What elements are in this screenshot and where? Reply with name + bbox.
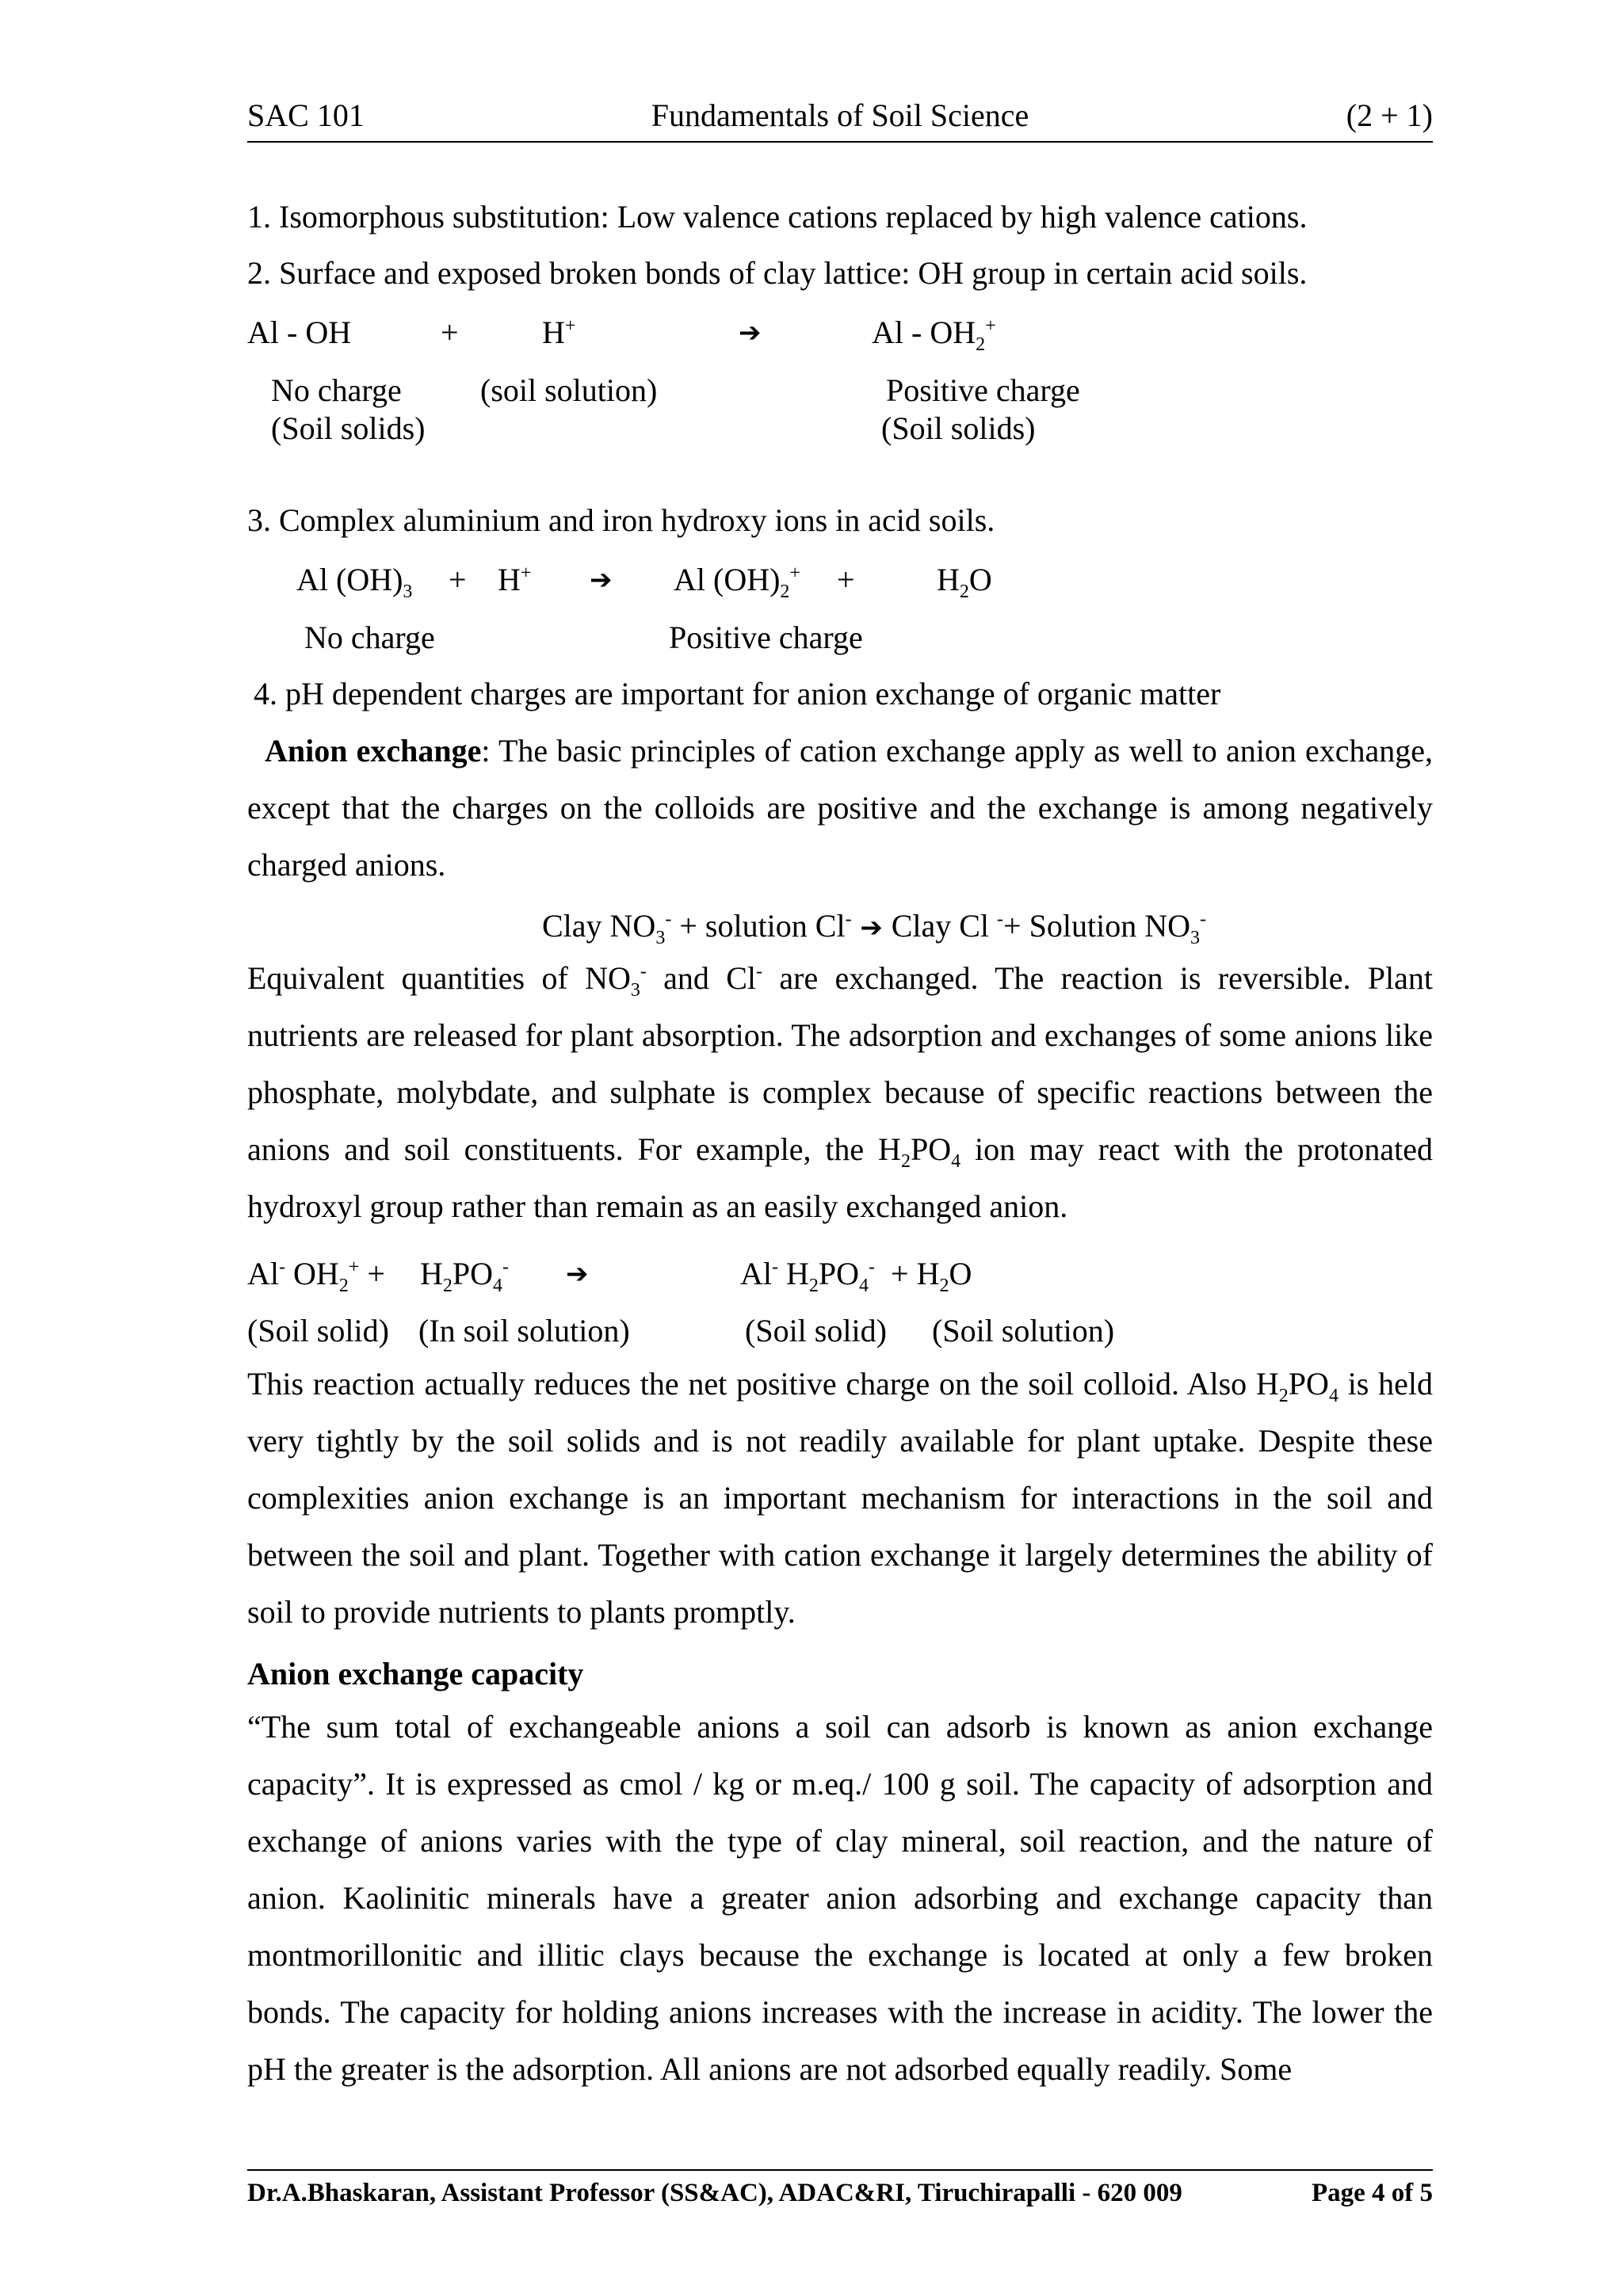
eq4-label-soil-solid-1: (Soil solid) — [247, 1313, 389, 1348]
eq2-plus-1: + — [449, 562, 467, 597]
footer-author: Dr.A.Bhaskaran, Assistant Professor (SS&AC), ADAC&RI, Tiruchirapalli - 620 009 — [247, 2179, 1182, 2207]
eq1-label-soil-solution: (soil solution) — [480, 372, 658, 408]
eq1-label-soil-solids-2: (Soil solids) — [881, 410, 1036, 446]
eq4-product: Al- $H_2PO_4^- + H_2O$ — [740, 1256, 972, 1296]
eq3-arrow-icon: ➔ — [851, 912, 892, 944]
eq2-plus-2: + — [837, 562, 855, 597]
eq4-label-soil-solid-2: (Soil solid) — [745, 1313, 887, 1348]
eq4-label-in-soil-solution: (In soil solution) — [418, 1313, 630, 1348]
anion-exchange-paragraph: Anion exchange: The basic principles of cation exchange apply as well to anion exchange, except that the charges on the colloids are positive and the exchange is among negatively charged anions. — [247, 733, 1434, 883]
aec-paragraph: “The sum total of exchangeable anions a soil can adsorb is known as anion exchange capacity”. It is expressed as cmol / kg or m.eq./ 100 g soil. The capacity of adsorption and exchange of anions varies with the type of clay mineral, soil reaction, and the nature of anion. Kaolinitic minerals have a greater anion adsorbing and exchange capacity than montmorillonitic and illitic clays because the exchange is located at only a few broken bonds. The capacity for holding anions increases with the increase in acidity. The lower the pH the greater is the adsorption. All anions are not adsorbed equally readily. Some — [247, 1709, 1433, 2087]
list-item-2: 2. Surface and exposed broken bonds of clay lattice: OH group in certain acid soils. — [247, 255, 1308, 291]
list-item-1: 1. Isomorphous substitution: Low valence cations replaced by high valence cations. — [247, 199, 1308, 235]
document-page — [247, 0, 1433, 2296]
eq4-arrow-icon: ➔ — [566, 1258, 589, 1290]
eq1-reactant1: Al - OH — [247, 315, 352, 350]
eq4-label-soil-solution: (Soil solution) — [932, 1313, 1115, 1348]
footer-page-number: Page 4 of 5 — [1311, 2179, 1433, 2207]
eq1-arrow-icon: ➔ — [739, 317, 762, 349]
eq1-label-no-charge: No charge — [271, 372, 402, 408]
eq2-reactant2: H+ — [498, 562, 532, 597]
eq4-reactant2: $H_2PO_4^-$ — [420, 1256, 510, 1296]
anion-exchange-heading: Anion exchange — [265, 733, 482, 769]
eq2-reactant1: Al $(OH)_3$ — [296, 562, 413, 602]
reaction-paragraph: This reaction actually reduces the net positive charge on the soil colloid. Also $H_2PO_4$ is held very tightly by the soil solids and is not readily available for plant uptake. Despite these complexities anion exchange is an important mechanism for interactions in the soil and between the soil and plant. Together with cation exchange it largely determines the ability of soil to provide nutrients to plants promptly. — [247, 1366, 1434, 1630]
eq1-product: Al - $OH_2^+$ — [872, 315, 996, 355]
eq1-label-positive-charge: Positive charge — [886, 372, 1080, 408]
list-item-4: 4. pH dependent charges are important for anion exchange of organic matter — [254, 676, 1221, 711]
footer-divider — [247, 2169, 1433, 2171]
course-title: Fundamentals of Soil Science — [651, 97, 1029, 133]
eq1-plus: + — [441, 315, 459, 350]
equation-3: Clay $NO_3^-$ + solution Cl- ➔ Clay Cl -+ Solution $NO_3^-$ — [542, 908, 1206, 948]
list-item-3: 3. Complex aluminium and iron hydroxy ions in acid soils. — [247, 502, 995, 538]
course-code: SAC 101 — [247, 97, 365, 133]
eq2-label-positive-charge: Positive charge — [669, 620, 863, 655]
eq2-label-no-charge: No charge — [304, 620, 435, 655]
aec-heading: Anion exchange capacity — [247, 1656, 584, 1691]
eq1-label-soil-solids-1: (Soil solids) — [271, 410, 426, 446]
course-credits: (2 + 1) — [1346, 97, 1433, 133]
page-header — [247, 97, 1433, 143]
eq2-product2: $H_2O$ — [937, 562, 992, 602]
eq2-product1: Al $(OH)_2^+$ — [674, 562, 800, 602]
eq2-arrow-icon: ➔ — [590, 564, 613, 596]
exchange-paragraph: Equivalent quantities of $NO_3^-$ and Cl- are exchanged. The reaction is reversible. Plant nutrients are released for plant absorption. The adsorption and exchanges of some anions like phosphate, molybdate, and sulphate is complex because of specific reactions between the anions and soil constituents. For example, the $H_2PO_4$ ion may react with the protonated hydroxyl group rather than remain as an easily exchanged anion. — [247, 960, 1433, 1224]
eq1-reactant2: H+ — [542, 315, 576, 350]
eq4-reactant1: Al- $OH_2^+$ + — [247, 1256, 385, 1296]
